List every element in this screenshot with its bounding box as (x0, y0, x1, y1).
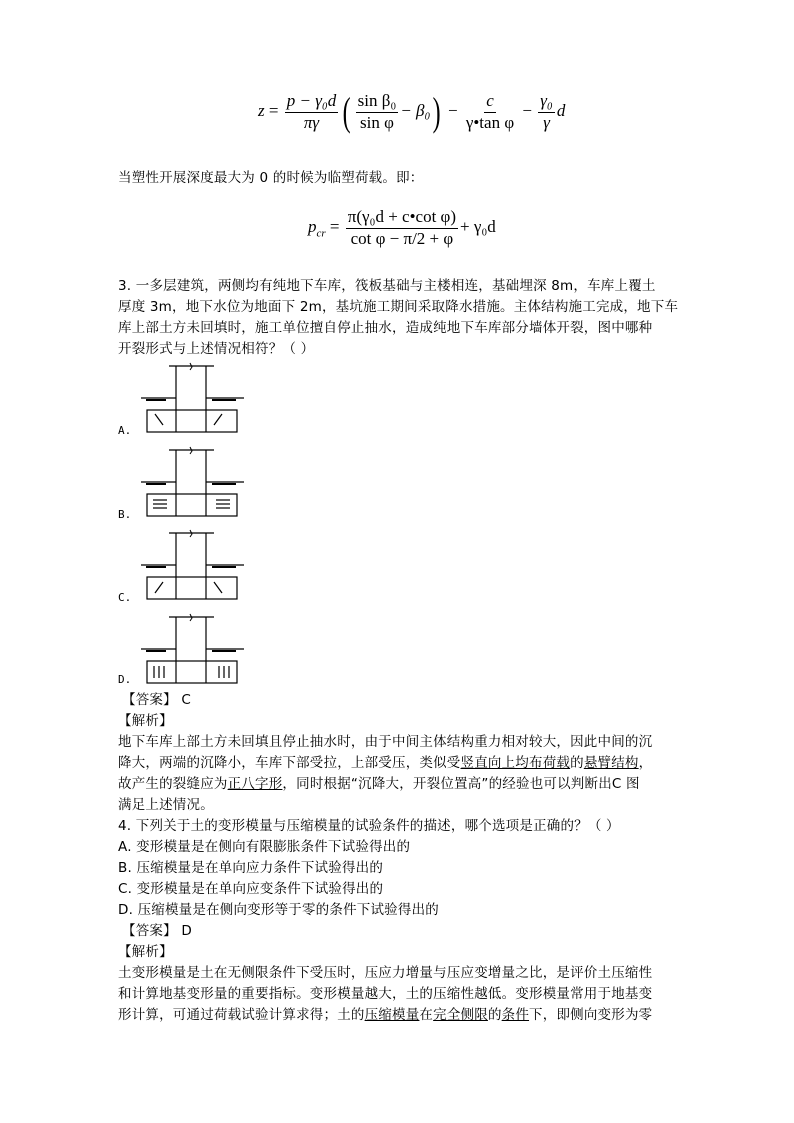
frac4-den: γ (543, 112, 550, 132)
answer-label: 【答案】 (122, 692, 177, 708)
q3-answer (122, 690, 191, 710)
text-segment: 降大，两端的沉降小，车库下部受拉，上部受压，类似受 (118, 755, 461, 771)
formula-z-tail: d (556, 101, 566, 121)
text-segment: ， (638, 755, 653, 771)
option-c-label: C. (118, 591, 132, 604)
frac2-den: sin φ (360, 112, 394, 132)
option-a-label: A. (118, 424, 132, 437)
q3-line-1: 3. 一多层建筑，两侧均有纯地下车库，筏板基础与主楼相连，基础埋深 8m，车库上覆土 (118, 278, 656, 294)
answer-value: C (181, 692, 191, 708)
left-paren: ( (342, 89, 351, 135)
formula-pcr: $p_{cr}$ = $\frac{\text{π(γ₀d + c•cot φ)}}{\text{cot φ − π/2 + φ}}$ + γ₀d (308, 207, 496, 248)
text-segment: 地下车库上部土方未回填且停止抽水时，由于中间主体结构重力相对较大，因此中间的沉 (118, 734, 653, 750)
text-segment: ，同时根据“沉降大，开裂位置高”的经验也可以判断出C 图 (282, 776, 640, 792)
q3-line-3: 库上部土方未回填时，施工单位擅自停止抽水，造成纯地下车库部分墙体开裂，图中哪种 (118, 320, 653, 336)
option-b-label: B. (118, 508, 132, 521)
q3-analysis-line-1 (118, 732, 652, 752)
text-segment: 土变形模量是土在无侧限条件下受压时，压应力增量与压应变增量之比，是评价土压缩性 (118, 965, 653, 981)
text-segment: 形计算，可通过荷载试验计算求得；土的 (118, 1007, 365, 1023)
underlined-term: 压缩模量 (364, 1007, 420, 1023)
q3-analysis-label: 【解析】 (118, 713, 173, 729)
answer-label: 【答案】 (122, 923, 177, 939)
option-d-label: D. (118, 673, 132, 686)
diagram-option-c (140, 529, 250, 603)
q4-analysis-line-3 (118, 1005, 652, 1025)
q3-analysis-line-2 (118, 753, 652, 773)
q4-option-b: B. 压缩模量是在单向应力条件下试验得出的 (118, 860, 384, 876)
q4-analysis-label: 【解析】 (118, 944, 173, 960)
frac3-den: γ•tan φ (465, 112, 515, 132)
formula-z-frac1 (285, 92, 339, 132)
q3-analysis-line-3 (118, 774, 640, 794)
text-segment: 满足上述情况。 (118, 797, 214, 813)
q4-analysis-line-2 (118, 984, 652, 1004)
underlined-term: 悬臂结构 (583, 755, 639, 771)
underlined-term: 条件 (501, 1007, 530, 1023)
diagram-option-a (140, 362, 250, 436)
diagram-option-b (140, 446, 250, 520)
formula-z-frac2 (356, 92, 399, 132)
text-segment: 和计算地基变形量的重要指标。变形模量越大，土的压缩性越低。变形模量常用于地基变 (118, 986, 653, 1002)
text-segment: 下，即侧向变形为零 (529, 1007, 653, 1023)
formula-z: z = $\frac{\text{p − γ₀d}}{\pi\gamma}$ ( $\frac{\text{sin β₀}}{\text{sin φ}}$ − β₀) − $\frac{c}{\text{γ•tan φ}}$ − $\frac{\text{γ₀}}{\gamma}$ d (258, 89, 566, 135)
formula-z-lhs: z (258, 101, 265, 121)
q4-option-c: C. 变形模量是在单向应变条件下试验得出的 (118, 881, 384, 897)
pcr-sub: cr (316, 227, 326, 240)
q4-analysis-line-1 (118, 963, 652, 983)
minus-beta: − β₀ (400, 101, 431, 121)
frac2-num: sin β₀ (356, 92, 399, 113)
q4-option-d: D. 压缩模量是在侧向变形等于零的条件下试验得出的 (118, 902, 439, 918)
frac3-num: c (486, 91, 494, 110)
frac1-den: πγ (303, 112, 320, 132)
text-segment: 的 (487, 1007, 502, 1023)
q3-line-2: 厚度 3m，地下水位为地面下 2m，基坑施工期间采取降水措施。主体结构施工完成，地下车 (118, 299, 679, 315)
right-paren: ) (433, 89, 442, 135)
formula-z-frac4 (538, 92, 555, 132)
q4-answer (122, 921, 192, 941)
underlined-term: 竖直向上均布荷载 (460, 755, 571, 771)
frac1-num: p − γ₀d (286, 91, 337, 110)
underlined-term: 正八字形 (227, 776, 283, 792)
q4-option-a: A. 变形模量是在侧向有限膨胀条件下试验得出的 (118, 839, 411, 855)
text-segment: 的 (570, 755, 584, 771)
critical-load-text: 当塑性开展深度最大为 0 的时候为临塑荷载。即： (118, 170, 424, 186)
frac4-num: γ₀ (540, 91, 553, 110)
underlined-term: 完全侧限 (433, 1007, 488, 1023)
q4-question: 4. 下列关于土的变形模量与压缩模量的试验条件的描述，哪个选项是正确的？（ ） (118, 818, 620, 834)
diagram-option-d (140, 613, 250, 687)
pcr-lhs: p (308, 217, 317, 237)
formula-z-frac3 (464, 92, 516, 132)
q3-analysis-line-4 (118, 795, 214, 815)
pcr-num: π(γ₀d + c•cot φ) (346, 208, 458, 229)
pcr-frac (346, 208, 458, 248)
text-segment: 在 (419, 1007, 434, 1023)
q3-line-4: 开裂形式与上述情况相符？（ ） (118, 341, 315, 357)
answer-value: D (181, 923, 192, 939)
pcr-tail: + γ₀d (460, 217, 496, 237)
text-segment: 故产生的裂缝应为 (118, 776, 228, 792)
pcr-den: cot φ − π/2 + φ (350, 228, 454, 248)
